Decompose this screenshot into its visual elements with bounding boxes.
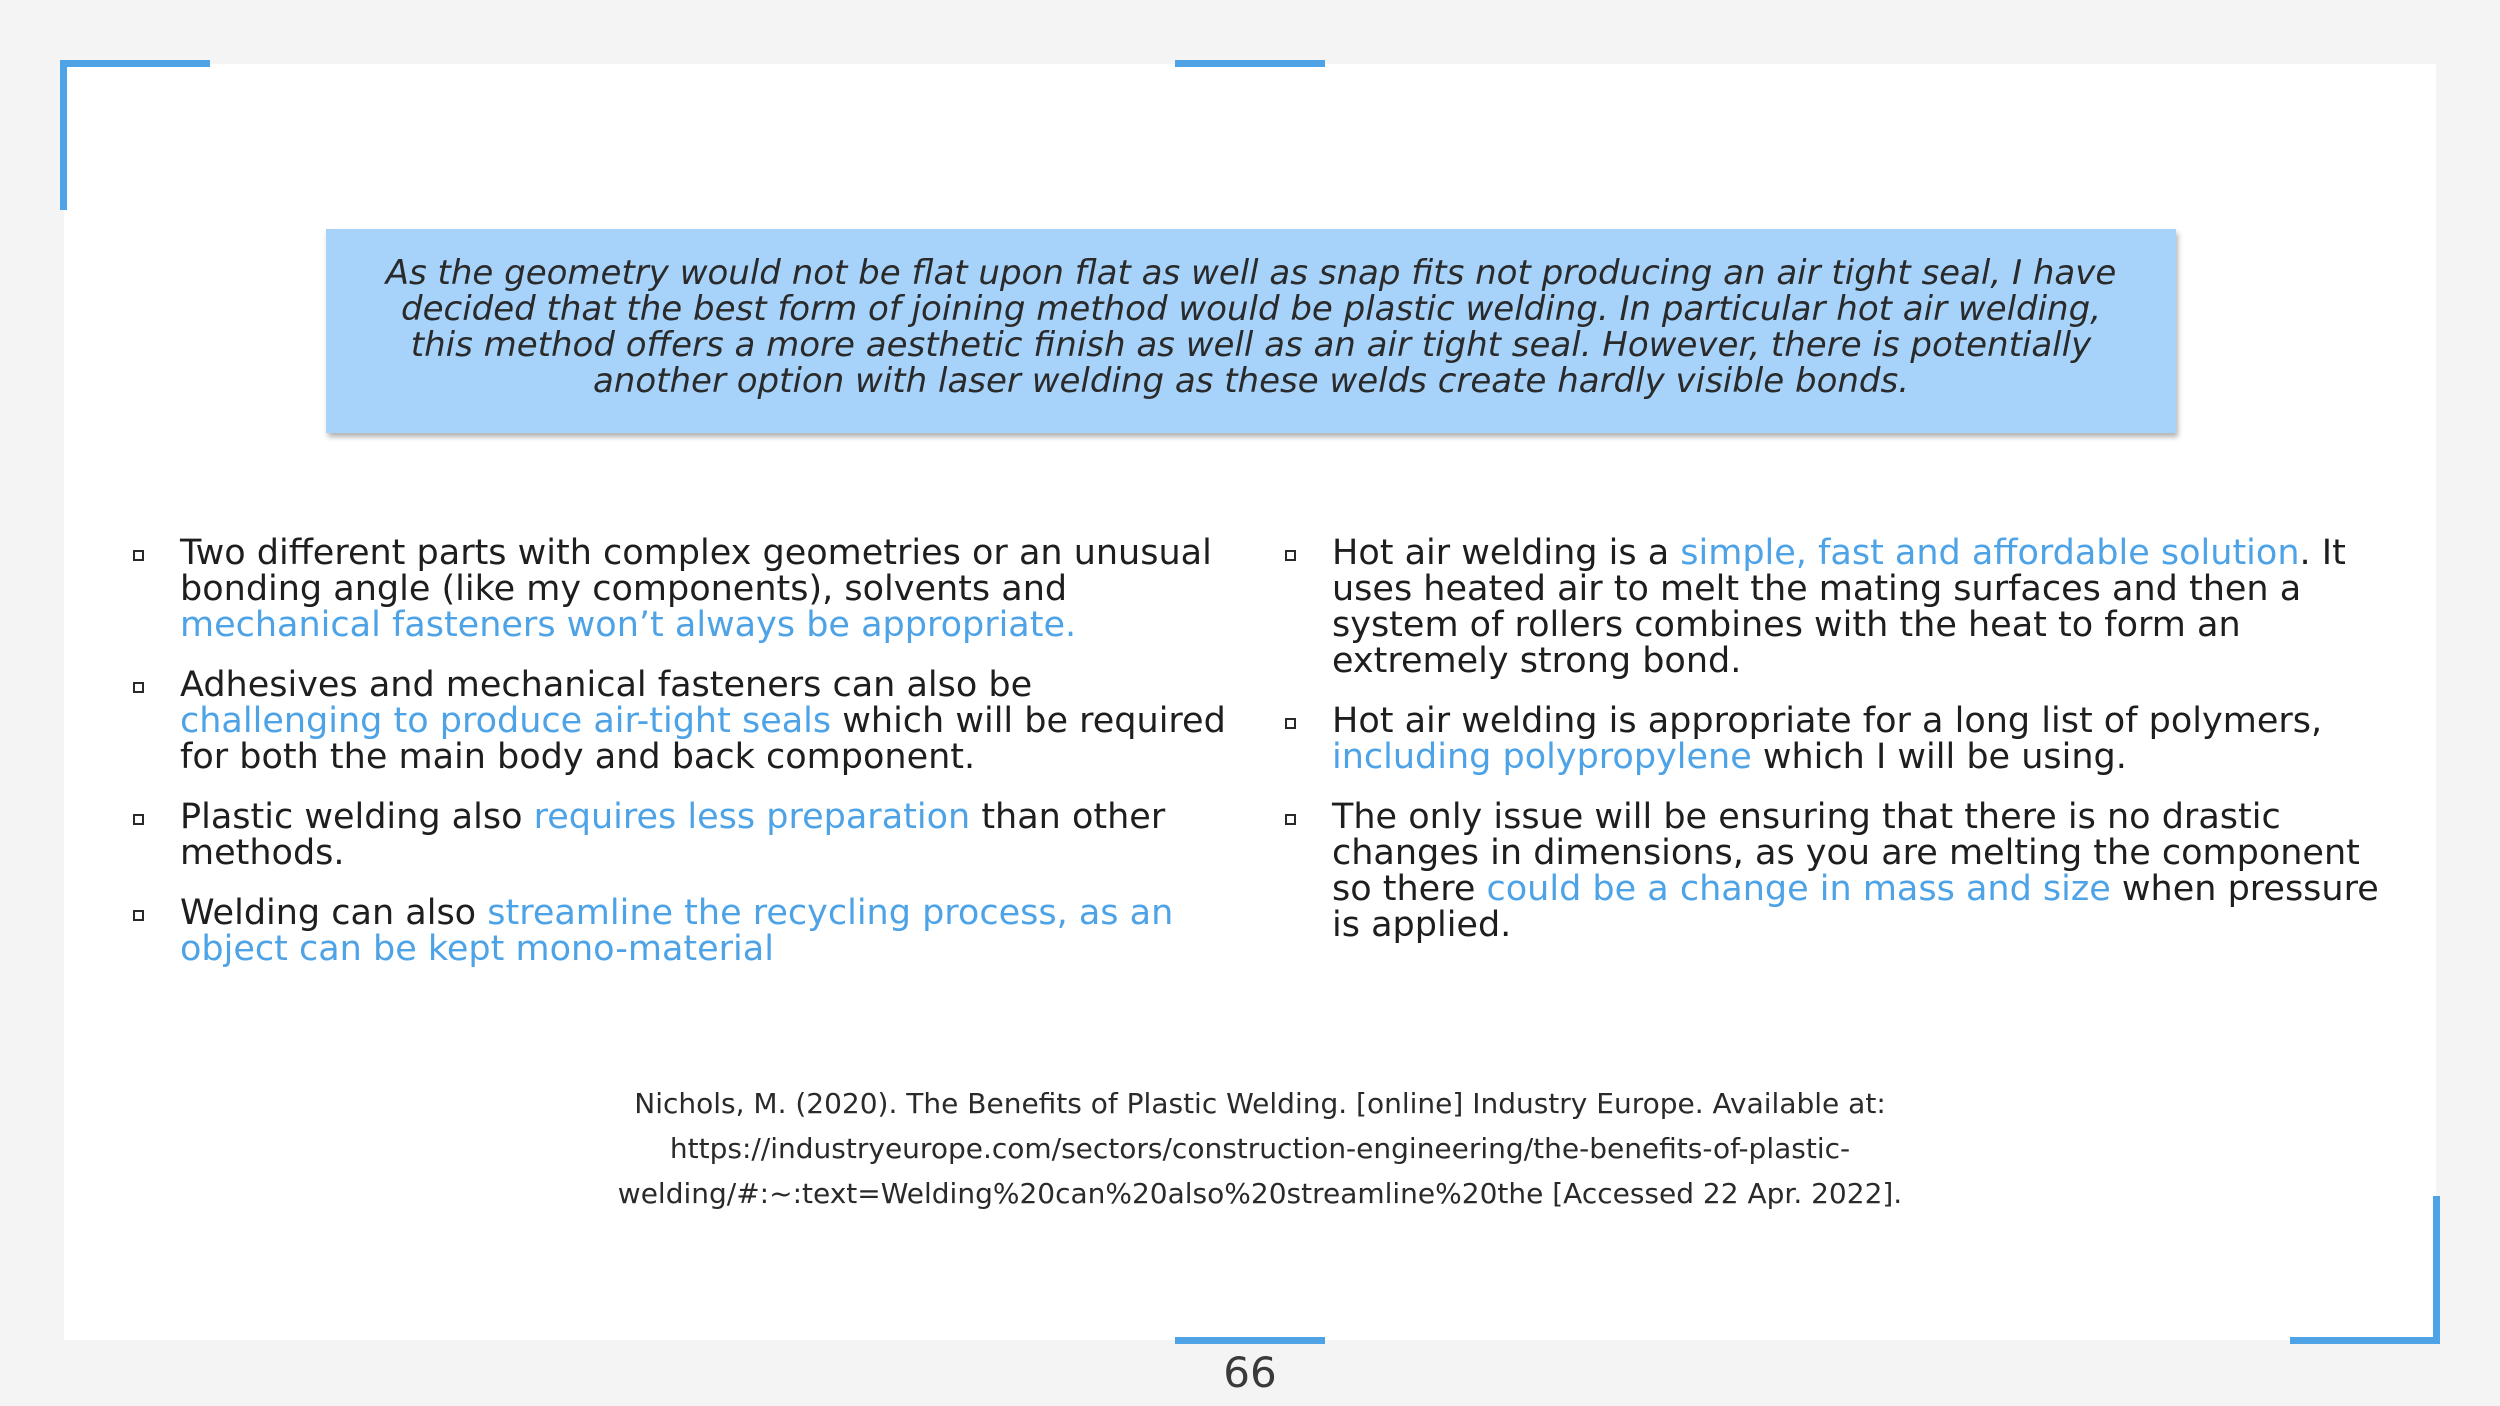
- list-item: Welding can also streamline the recycling process, as an object can be kept mono-material: [130, 895, 1240, 967]
- summary-callout: [326, 229, 2176, 433]
- page-number: 66: [1223, 1348, 1277, 1397]
- accent-top-center: [1175, 60, 1325, 67]
- highlight-text: could be a change in mass and size: [1486, 869, 2111, 909]
- highlight-text: mechanical fasteners won’t always be appropriate.: [180, 605, 1077, 645]
- list-item: Hot air welding is appropriate for a long list of polymers, including polypropylene which I will be using.: [1282, 703, 2382, 775]
- list-item: Two different parts with complex geometries or an unusual bonding angle (like my components), solvents and mechanical fasteners won’t always be appropriate.: [130, 535, 1240, 643]
- corner-accent-top-left-vertical: [60, 60, 67, 210]
- bullet-square-icon: [1285, 718, 1296, 729]
- summary-callout-text: As the geometry would not be flat upon flat as well as snap fits not producing an air tight seal, I have decided that the best form of joining method would be plastic welding. In particular hot air welding, this method offers a more aesthetic finish as well as an air tight seal. However, there is potentially another option with laser welding as these welds create hardly visible bonds.: [385, 253, 2117, 401]
- highlight-text: requires less preparation: [533, 797, 971, 837]
- list-item: Plastic welding also requires less preparation than other methods.: [130, 799, 1240, 871]
- right-bullet-list: [1282, 535, 2382, 967]
- bullet-square-icon: [1285, 550, 1296, 561]
- corner-accent-bottom-right-vertical: [2433, 1196, 2440, 1344]
- highlight-text: simple, fast and affordable solution: [1680, 533, 2300, 573]
- left-bullet-list: [130, 535, 1240, 991]
- highlight-text: challenging to produce air-tight seals: [180, 701, 832, 741]
- bullet-square-icon: [133, 550, 144, 561]
- corner-accent-top-left-horizontal: [60, 60, 210, 67]
- bullet-square-icon: [1285, 814, 1296, 825]
- bullet-square-icon: [133, 910, 144, 921]
- highlight-text: including polypropylene: [1332, 737, 1752, 777]
- list-item: The only issue will be ensuring that there is no drastic changes in dimensions, as you are melting the component so there could be a change in mass and size when pressure is applied.: [1282, 799, 2382, 943]
- reference-citation: Nichols, M. (2020). The Benefits of Plastic Welding. [online] Industry Europe. Available at: https://industryeurope.com/sectors/construction-engineering/the-benefits-of-plastic-welding/#:~:text=Welding%20can%20also%20streamline%20the [Accessed 22 Apr. 2022].: [617, 1087, 1903, 1210]
- bullet-square-icon: [133, 682, 144, 693]
- list-item: Hot air welding is a simple, fast and affordable solution. It uses heated air to melt the mating surfaces and then a system of rollers combines with the heat to form an extremely strong bond.: [1282, 535, 2382, 679]
- accent-bottom-center: [1175, 1337, 1325, 1344]
- highlight-text: streamline the recycling process, as an object can be kept mono-material: [180, 893, 1174, 969]
- list-item: Adhesives and mechanical fasteners can also be challenging to produce air-tight seals which will be required for both the main body and back component.: [130, 667, 1240, 775]
- bullet-square-icon: [133, 814, 144, 825]
- corner-accent-bottom-right-horizontal: [2290, 1337, 2440, 1344]
